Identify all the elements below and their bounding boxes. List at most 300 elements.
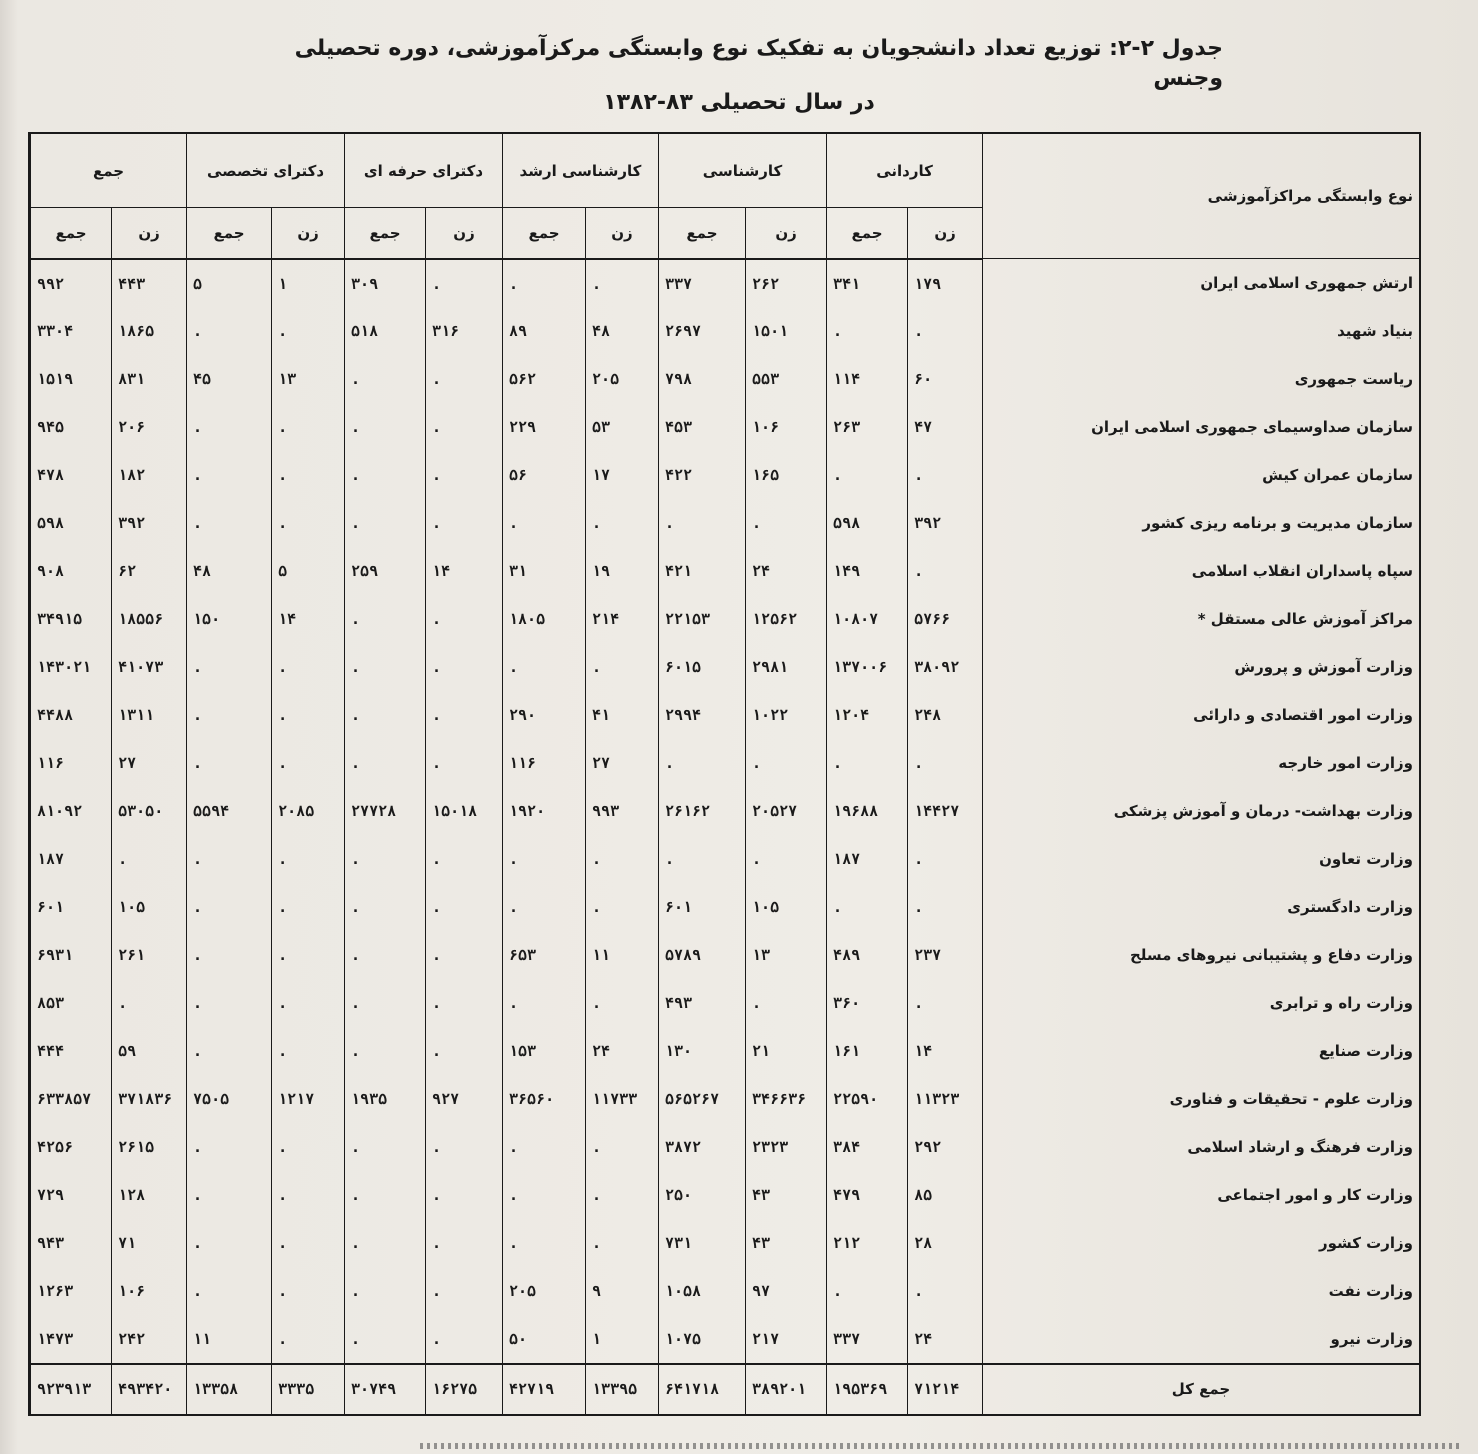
cell-women: . bbox=[908, 451, 983, 499]
cell-total: . bbox=[187, 1219, 272, 1267]
cell-women: . bbox=[272, 979, 345, 1027]
cell-women: . bbox=[908, 1267, 983, 1315]
cell-women: ۱۰۶ bbox=[746, 403, 827, 451]
table-row bbox=[31, 1027, 1420, 1075]
cell-women: . bbox=[426, 1267, 503, 1315]
header-row-groups bbox=[31, 134, 1420, 208]
cell-women: ۳۷۱۸۳۶ bbox=[112, 1075, 187, 1123]
cell-total: . bbox=[345, 1267, 426, 1315]
cell-women: ۱۸۲ bbox=[112, 451, 187, 499]
cell-women: ۱۲۱۷ bbox=[272, 1075, 345, 1123]
cell-women: ۲۸ bbox=[908, 1219, 983, 1267]
cell-women: . bbox=[586, 1219, 659, 1267]
cell-total: ۴۵ bbox=[187, 355, 272, 403]
row-label: وزارت نیرو bbox=[983, 1315, 1419, 1364]
cell-total: ۹۴۵ bbox=[31, 403, 112, 451]
cell-total: . bbox=[187, 499, 272, 547]
header-sub-women: زن bbox=[586, 208, 659, 259]
cell-women: ۲۴ bbox=[908, 1315, 983, 1364]
row-label: مراکز آموزش عالی مستقل * bbox=[983, 595, 1419, 643]
cell-women: ۱۷ bbox=[586, 451, 659, 499]
cell-total: . bbox=[187, 931, 272, 979]
cell-women: ۲۰۸۵ bbox=[272, 787, 345, 835]
header-group-total: جمع bbox=[31, 134, 187, 208]
cell-women: . bbox=[908, 739, 983, 787]
table-row bbox=[31, 595, 1420, 643]
cell-total: ۲۲۹ bbox=[503, 403, 586, 451]
cell-women: . bbox=[272, 1027, 345, 1075]
cell-women: ۱۰۲۲ bbox=[746, 691, 827, 739]
header-name-col: نوع وابستگی مراکزآموزشی bbox=[983, 134, 1419, 259]
cell-total: ۱۶۱ bbox=[827, 1027, 908, 1075]
cell-total: . bbox=[503, 259, 586, 308]
cell-total: ۶۰۱۵ bbox=[658, 643, 745, 691]
row-label: وزارت امور اقتصادی و دارائی bbox=[983, 691, 1419, 739]
cell-women: . bbox=[112, 835, 187, 883]
cell-women: ۱ bbox=[586, 1315, 659, 1364]
table-row bbox=[31, 979, 1420, 1027]
cell-women: ۴۷ bbox=[908, 403, 983, 451]
cell-women: ۱۸۵۵۶ bbox=[112, 595, 187, 643]
cell-total: ۱۰۵۸ bbox=[658, 1267, 745, 1315]
cell-total: ۳۶۵۶۰ bbox=[503, 1075, 586, 1123]
cell-women: ۲۴۸ bbox=[908, 691, 983, 739]
table-row bbox=[31, 547, 1420, 595]
cell-total: ۱۹۶۸۸ bbox=[827, 787, 908, 835]
cell-women: ۲۳۲۳ bbox=[746, 1123, 827, 1171]
cell-women: ۲۰۶ bbox=[112, 403, 187, 451]
table-row bbox=[31, 787, 1420, 835]
cell-women: . bbox=[586, 643, 659, 691]
cell-women: ۹ bbox=[586, 1267, 659, 1315]
cell-total: ۳۳۷ bbox=[658, 259, 745, 308]
cell-women: ۴۳ bbox=[746, 1219, 827, 1267]
cell-total: ۳۰۹ bbox=[345, 259, 426, 308]
cell-total: ۲۶۹۷ bbox=[658, 308, 745, 356]
cell-women: ۱۱ bbox=[586, 931, 659, 979]
cell-women: . bbox=[272, 1123, 345, 1171]
row-label: وزارت نفت bbox=[983, 1267, 1419, 1315]
header-sub-women: زن bbox=[908, 208, 983, 259]
cell-total: . bbox=[503, 979, 586, 1027]
cell-total: ۵۰ bbox=[503, 1315, 586, 1364]
cell-total: ۴۹۳ bbox=[658, 979, 745, 1027]
cell-total: ۴۸ bbox=[187, 547, 272, 595]
cell-total: ۹۰۸ bbox=[31, 547, 112, 595]
cell-total: . bbox=[345, 691, 426, 739]
cell-total: ۳۳۷ bbox=[827, 1315, 908, 1364]
cell-women: ۲۶۱ bbox=[112, 931, 187, 979]
cell-total: . bbox=[187, 691, 272, 739]
cell-women: . bbox=[426, 451, 503, 499]
cell-total: . bbox=[187, 1123, 272, 1171]
cell-women: . bbox=[586, 883, 659, 931]
table-row bbox=[31, 931, 1420, 979]
cell-total: ۳۶۰ bbox=[827, 979, 908, 1027]
cell-total: . bbox=[345, 1027, 426, 1075]
header-sub-women: زن bbox=[272, 208, 345, 259]
cell-total: ۱۸۷ bbox=[31, 835, 112, 883]
cell-total: ۲۹۹۴ bbox=[658, 691, 745, 739]
cell-women: ۲۶۲ bbox=[746, 259, 827, 308]
cell-total: ۲۲۱۵۳ bbox=[658, 595, 745, 643]
cell-women: . bbox=[272, 643, 345, 691]
cell-total: . bbox=[187, 1267, 272, 1315]
cell-total: ۹۲۳۹۱۳ bbox=[31, 1364, 112, 1414]
cell-women: ۵۳۰۵۰ bbox=[112, 787, 187, 835]
cell-total: ۱۵۱۹ bbox=[31, 355, 112, 403]
cell-women: ۳۱۶ bbox=[426, 308, 503, 356]
cell-total: ۱۹۵۳۶۹ bbox=[827, 1364, 908, 1414]
cell-women: ۸۵ bbox=[908, 1171, 983, 1219]
cell-total: ۵۵۹۴ bbox=[187, 787, 272, 835]
header-sub-women: زن bbox=[746, 208, 827, 259]
table-row bbox=[31, 739, 1420, 787]
cell-women: . bbox=[272, 451, 345, 499]
cell-total: ۸۹ bbox=[503, 308, 586, 356]
cell-women: ۱۱۷۳۳ bbox=[586, 1075, 659, 1123]
cell-women: ۳۴۶۶۳۶ bbox=[746, 1075, 827, 1123]
cell-total: ۳۰۷۴۹ bbox=[345, 1364, 426, 1414]
row-label: وزارت راه و ترابری bbox=[983, 979, 1419, 1027]
cell-total: . bbox=[658, 835, 745, 883]
cell-women: . bbox=[272, 1219, 345, 1267]
cell-total: . bbox=[827, 739, 908, 787]
cell-total: . bbox=[187, 403, 272, 451]
cell-total: ۱۳۳۵۸ bbox=[187, 1364, 272, 1414]
cell-total: ۴۲۲ bbox=[658, 451, 745, 499]
cell-total: ۸۱۰۹۲ bbox=[31, 787, 112, 835]
cell-total: ۱۴۹ bbox=[827, 547, 908, 595]
cell-women: ۱۳ bbox=[746, 931, 827, 979]
cell-total: ۶۵۳ bbox=[503, 931, 586, 979]
cell-total: ۶۴۱۷۱۸ bbox=[658, 1364, 745, 1414]
row-label: وزارت کشور bbox=[983, 1219, 1419, 1267]
cell-total: ۱۱۶ bbox=[31, 739, 112, 787]
cell-total: ۵۶۲ bbox=[503, 355, 586, 403]
row-label: ریاست جمهوری bbox=[983, 355, 1419, 403]
row-label: وزارت صنایع bbox=[983, 1027, 1419, 1075]
header-group-bachelor: کارشناسی bbox=[658, 134, 826, 208]
cell-women: ۲۴ bbox=[746, 547, 827, 595]
header-group-associate: کاردانی bbox=[827, 134, 983, 208]
cell-total: ۶۹۳۱ bbox=[31, 931, 112, 979]
cell-women: . bbox=[746, 499, 827, 547]
cell-total: . bbox=[345, 931, 426, 979]
total-row bbox=[31, 1364, 1420, 1414]
cell-total: ۴۵۳ bbox=[658, 403, 745, 451]
header-sub-total: جمع bbox=[658, 208, 745, 259]
cell-women: ۱۵۰۱ bbox=[746, 308, 827, 356]
row-label: سازمان عمران کیش bbox=[983, 451, 1419, 499]
cell-women: ۳۸۹۲۰۱ bbox=[746, 1364, 827, 1414]
cell-total: . bbox=[503, 643, 586, 691]
cell-total: . bbox=[827, 451, 908, 499]
cell-women: ۱۹ bbox=[586, 547, 659, 595]
cell-women: ۴۸ bbox=[586, 308, 659, 356]
cell-total: ۲۲۵۹۰ bbox=[827, 1075, 908, 1123]
cell-women: . bbox=[272, 835, 345, 883]
cell-women: . bbox=[426, 691, 503, 739]
cell-total: ۶۰۱ bbox=[31, 883, 112, 931]
cell-total: ۷۲۹ bbox=[31, 1171, 112, 1219]
cell-total: ۸۵۳ bbox=[31, 979, 112, 1027]
table-row bbox=[31, 259, 1420, 308]
cell-total: . bbox=[658, 739, 745, 787]
cell-total: ۵۱۸ bbox=[345, 308, 426, 356]
row-label: سپاه پاسداران انقلاب اسلامی bbox=[983, 547, 1419, 595]
cell-total: ۱۱ bbox=[187, 1315, 272, 1364]
cell-women: ۱۳۱۱ bbox=[112, 691, 187, 739]
cell-women: ۱۴۴۲۷ bbox=[908, 787, 983, 835]
cell-total: ۹۹۲ bbox=[31, 259, 112, 308]
row-label: سازمان مدیریت و برنامه ریزی کشور bbox=[983, 499, 1419, 547]
cell-women: . bbox=[908, 547, 983, 595]
cell-total: ۱۳۷۰۰۶ bbox=[827, 643, 908, 691]
cell-women: . bbox=[272, 1267, 345, 1315]
cell-total: . bbox=[345, 739, 426, 787]
cell-women: ۱۸۶۵ bbox=[112, 308, 187, 356]
cell-women: ۱۲۸ bbox=[112, 1171, 187, 1219]
cell-women: ۷۱ bbox=[112, 1219, 187, 1267]
cell-total: . bbox=[187, 1171, 272, 1219]
cell-total: ۱۱۶ bbox=[503, 739, 586, 787]
cell-women: . bbox=[426, 931, 503, 979]
cell-total: . bbox=[345, 1123, 426, 1171]
cell-women: . bbox=[908, 979, 983, 1027]
cell-total: ۷۵۰۵ bbox=[187, 1075, 272, 1123]
cell-women: . bbox=[426, 739, 503, 787]
cell-total: ۵۹۸ bbox=[31, 499, 112, 547]
cell-total: ۲۵۰ bbox=[658, 1171, 745, 1219]
cell-total: ۳۴۱ bbox=[827, 259, 908, 308]
cell-women: . bbox=[272, 883, 345, 931]
cell-women: ۵۷۶۶ bbox=[908, 595, 983, 643]
cell-total: . bbox=[827, 1267, 908, 1315]
cell-women: ۶۲ bbox=[112, 547, 187, 595]
cell-women: ۱۰۵ bbox=[112, 883, 187, 931]
cell-women: ۲۶۱۵ bbox=[112, 1123, 187, 1171]
row-label: وزارت بهداشت- درمان و آموزش پزشکی bbox=[983, 787, 1419, 835]
cell-women: . bbox=[272, 403, 345, 451]
cell-women: ۱۳ bbox=[272, 355, 345, 403]
statistics-table bbox=[28, 132, 1421, 1416]
cell-women: ۲۰۵۲۷ bbox=[746, 787, 827, 835]
cell-women: ۳۹۲ bbox=[112, 499, 187, 547]
cell-women: ۹۲۷ bbox=[426, 1075, 503, 1123]
cell-women: . bbox=[908, 883, 983, 931]
cell-women: ۴۱۰۷۳ bbox=[112, 643, 187, 691]
cell-total: ۱۲۰۴ bbox=[827, 691, 908, 739]
cell-total: ۱۴۷۳ bbox=[31, 1315, 112, 1364]
cell-total: ۵ bbox=[187, 259, 272, 308]
cell-women: . bbox=[272, 499, 345, 547]
cell-women: . bbox=[272, 691, 345, 739]
cell-women: . bbox=[426, 595, 503, 643]
cell-total: ۹۴۳ bbox=[31, 1219, 112, 1267]
cell-total: ۲۶۳ bbox=[827, 403, 908, 451]
cell-total: ۳۴۹۱۵ bbox=[31, 595, 112, 643]
cell-total: ۳۸۴ bbox=[827, 1123, 908, 1171]
header-group-professional-doctorate: دکترای حرفه ای bbox=[345, 134, 503, 208]
table-row bbox=[31, 691, 1420, 739]
table-row bbox=[31, 403, 1420, 451]
header-sub-women: زن bbox=[426, 208, 503, 259]
table-row bbox=[31, 1075, 1420, 1123]
cell-total: ۵۹۸ bbox=[827, 499, 908, 547]
cell-total: ۱۹۲۰ bbox=[503, 787, 586, 835]
cell-total: ۱۰۸۰۷ bbox=[827, 595, 908, 643]
cell-women: . bbox=[586, 835, 659, 883]
cell-total: ۳۸۷۲ bbox=[658, 1123, 745, 1171]
cell-total: . bbox=[345, 979, 426, 1027]
cell-women: . bbox=[426, 499, 503, 547]
cell-women: ۲۱ bbox=[746, 1027, 827, 1075]
cell-total: . bbox=[187, 883, 272, 931]
table-row bbox=[31, 643, 1420, 691]
cell-total: . bbox=[503, 1219, 586, 1267]
table-row bbox=[31, 499, 1420, 547]
cell-total: ۲۵۹ bbox=[345, 547, 426, 595]
cell-women: ۱۵۰۱۸ bbox=[426, 787, 503, 835]
cell-women: ۴۴۳ bbox=[112, 259, 187, 308]
table-row bbox=[31, 355, 1420, 403]
cell-women: ۲۰۵ bbox=[586, 355, 659, 403]
cell-total: . bbox=[187, 979, 272, 1027]
cell-women: . bbox=[586, 979, 659, 1027]
table-row bbox=[31, 451, 1420, 499]
cell-total: . bbox=[345, 1171, 426, 1219]
cell-women: ۵۹ bbox=[112, 1027, 187, 1075]
cell-total: ۲۱۲ bbox=[827, 1219, 908, 1267]
cell-total: . bbox=[345, 355, 426, 403]
cell-women: ۱۴ bbox=[426, 547, 503, 595]
cell-women: . bbox=[746, 835, 827, 883]
cell-total: ۴۲۷۱۹ bbox=[503, 1364, 586, 1414]
cell-women: ۳۳۳۵ bbox=[272, 1364, 345, 1414]
cell-women: . bbox=[426, 403, 503, 451]
cell-total: ۱۰۷۵ bbox=[658, 1315, 745, 1364]
cell-women: ۲۹۸۱ bbox=[746, 643, 827, 691]
cell-total: ۶۳۳۸۵۷ bbox=[31, 1075, 112, 1123]
cell-women: ۴۳ bbox=[746, 1171, 827, 1219]
cell-total: ۴۲۵۶ bbox=[31, 1123, 112, 1171]
row-label: بنیاد شهید bbox=[983, 308, 1419, 356]
cell-total: . bbox=[345, 835, 426, 883]
table-title: جدول ۲-۲: توزیع تعداد دانشجویان به تفکیک نوع وابستگی مرکزآموزشی، دوره تحصیلی وجنس bbox=[294, 36, 1223, 91]
cell-total: ۱۸۷ bbox=[827, 835, 908, 883]
cell-women: ۴۹۳۴۲۰ bbox=[112, 1364, 187, 1414]
table-subtitle: در سال تحصیلی ۸۳-۱۳۸۲ bbox=[603, 90, 875, 115]
cell-total: ۴۸۹ bbox=[827, 931, 908, 979]
cell-women: ۱۰۵ bbox=[746, 883, 827, 931]
cell-total: . bbox=[827, 308, 908, 356]
cell-total: . bbox=[503, 883, 586, 931]
cell-total: . bbox=[187, 739, 272, 787]
cell-women: . bbox=[426, 1219, 503, 1267]
cell-total: ۴۴۴ bbox=[31, 1027, 112, 1075]
table-row bbox=[31, 883, 1420, 931]
row-label: وزارت تعاون bbox=[983, 835, 1419, 883]
cell-women: . bbox=[272, 1171, 345, 1219]
cell-total: ۵۶ bbox=[503, 451, 586, 499]
cell-total: . bbox=[345, 883, 426, 931]
cell-total: . bbox=[187, 451, 272, 499]
cell-women: ۶۰ bbox=[908, 355, 983, 403]
row-label: وزارت آموزش و پرورش bbox=[983, 643, 1419, 691]
row-label: وزارت علوم - تحقیقات و فناوری bbox=[983, 1075, 1419, 1123]
cell-women: . bbox=[272, 739, 345, 787]
cell-total: . bbox=[345, 451, 426, 499]
cell-total: ۱۱۴ bbox=[827, 355, 908, 403]
cell-total: . bbox=[658, 499, 745, 547]
cell-women: . bbox=[746, 979, 827, 1027]
cell-women: ۳۹۲ bbox=[908, 499, 983, 547]
cell-women: . bbox=[272, 308, 345, 356]
cell-women: . bbox=[272, 931, 345, 979]
cell-women: . bbox=[586, 259, 659, 308]
cell-total: ۴۲۱ bbox=[658, 547, 745, 595]
cell-women: . bbox=[426, 1027, 503, 1075]
cell-women: ۱۶۲۷۵ bbox=[426, 1364, 503, 1414]
cell-women: . bbox=[426, 355, 503, 403]
row-label: وزارت دفاع و پشتیبانی نیروهای مسلح bbox=[983, 931, 1419, 979]
cell-total: ۳۳۰۴ bbox=[31, 308, 112, 356]
cell-women: . bbox=[426, 259, 503, 308]
cell-women: ۱۴ bbox=[272, 595, 345, 643]
cell-women: . bbox=[426, 979, 503, 1027]
cell-women: ۱۳۳۹۵ bbox=[586, 1364, 659, 1414]
cell-women: . bbox=[426, 1315, 503, 1364]
cell-total: . bbox=[503, 1171, 586, 1219]
cell-women: ۱۷۹ bbox=[908, 259, 983, 308]
cell-women: ۲۴ bbox=[586, 1027, 659, 1075]
cell-total: . bbox=[503, 835, 586, 883]
cell-total: . bbox=[345, 643, 426, 691]
row-label: وزارت کار و امور اجتماعی bbox=[983, 1171, 1419, 1219]
cell-total: . bbox=[345, 595, 426, 643]
cell-total: ۷۳۱ bbox=[658, 1219, 745, 1267]
header-group-master: کارشناسی ارشد bbox=[503, 134, 659, 208]
header-sub-total: جمع bbox=[827, 208, 908, 259]
cell-total: ۶۰۱ bbox=[658, 883, 745, 931]
cell-women: ۴۱ bbox=[586, 691, 659, 739]
cell-total: . bbox=[503, 1123, 586, 1171]
cell-total: . bbox=[345, 1315, 426, 1364]
row-label: سازمان صداوسیمای جمهوری اسلامی ایران bbox=[983, 403, 1419, 451]
cell-women: ۱ bbox=[272, 259, 345, 308]
row-label: جمع کل bbox=[983, 1364, 1419, 1414]
header-sub-total: جمع bbox=[187, 208, 272, 259]
cell-women: ۹۹۳ bbox=[586, 787, 659, 835]
cell-total: . bbox=[187, 643, 272, 691]
cell-total: . bbox=[345, 1219, 426, 1267]
cell-women: ۵۳ bbox=[586, 403, 659, 451]
cell-total: ۱۴۳۰۲۱ bbox=[31, 643, 112, 691]
cell-total: ۲۶۱۶۲ bbox=[658, 787, 745, 835]
cell-women: ۲۹۲ bbox=[908, 1123, 983, 1171]
cell-total: . bbox=[345, 499, 426, 547]
row-label: ارتش جمهوری اسلامی ایران bbox=[983, 259, 1419, 308]
cell-women: ۲۱۴ bbox=[586, 595, 659, 643]
cell-total: ۲۹۰ bbox=[503, 691, 586, 739]
cell-women: . bbox=[586, 1123, 659, 1171]
cell-women: ۳۸۰۹۲ bbox=[908, 643, 983, 691]
cell-total: . bbox=[187, 1027, 272, 1075]
cell-total: ۵۷۸۹ bbox=[658, 931, 745, 979]
cell-total: . bbox=[187, 835, 272, 883]
cell-women: . bbox=[908, 835, 983, 883]
